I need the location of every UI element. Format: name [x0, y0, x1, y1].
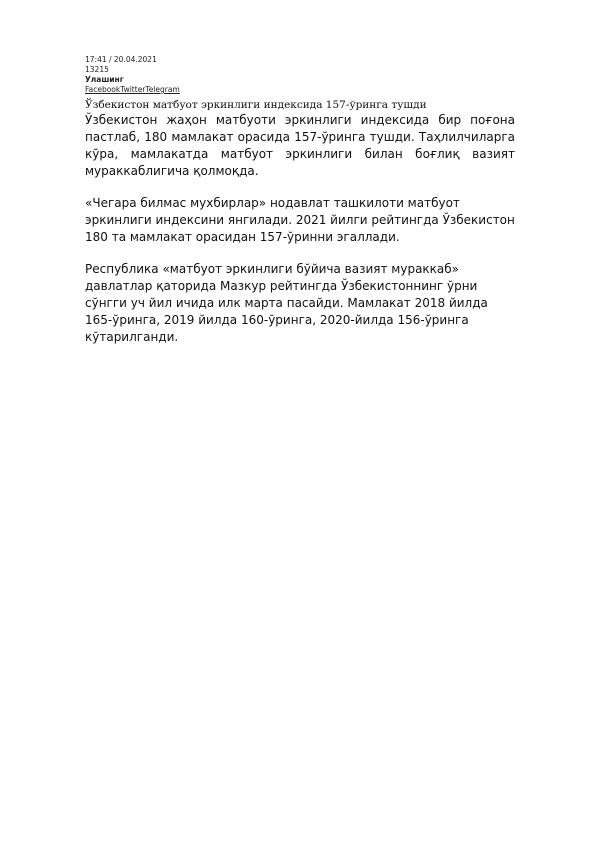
article-headline: Ўзбекистон матбуот эркинлиги индексида 157-ўринга тушди [85, 99, 427, 111]
article-lead: Ўзбекистон жаҳон матбуоти эркинлиги индексида бир поғона пастлаб, 180 мамлакат орасида 157-ўринга тушди. Таҳлилчиларга кўра, мамлакатда матбуот эркинлиги билан боғлиқ вазият мураккаблигича қолмоқда. [85, 113, 515, 178]
article-paragraph: Республика «матбуот эркинлиги бўйича вазият мураккаб» давлатлар қаторида Мазкур рейтингда Ўзбекистоннинг ўрни сўнгги уч йил ичида илк марта пасайди. Мамлакат 2018 йилда 165-ўринга, 2019 йилда 160-ўринга, 2020-йилда 156-ўринга кўтарилганди. [85, 262, 488, 344]
article-page [85, 55, 515, 346]
article-paragraph: «Чегара билмас мухбирлар» нодавлат ташкилоти матбуот эркинлиги индексини янгилади. 2021 йилги рейтингда Ўзбекистон 180 та мамлакат орасидан 157-ўринни эгаллади. [85, 196, 515, 244]
view-count: 13215 [85, 65, 109, 74]
share-twitter-link[interactable]: Twitter [120, 85, 146, 94]
share-label: Улашинг [85, 75, 124, 84]
share-telegram-link[interactable]: Telegram [145, 85, 180, 94]
publish-datetime: 17:41 / 20.04.2021 [85, 55, 157, 64]
share-facebook-link[interactable]: Facebook [85, 85, 121, 94]
share-links [85, 85, 515, 95]
